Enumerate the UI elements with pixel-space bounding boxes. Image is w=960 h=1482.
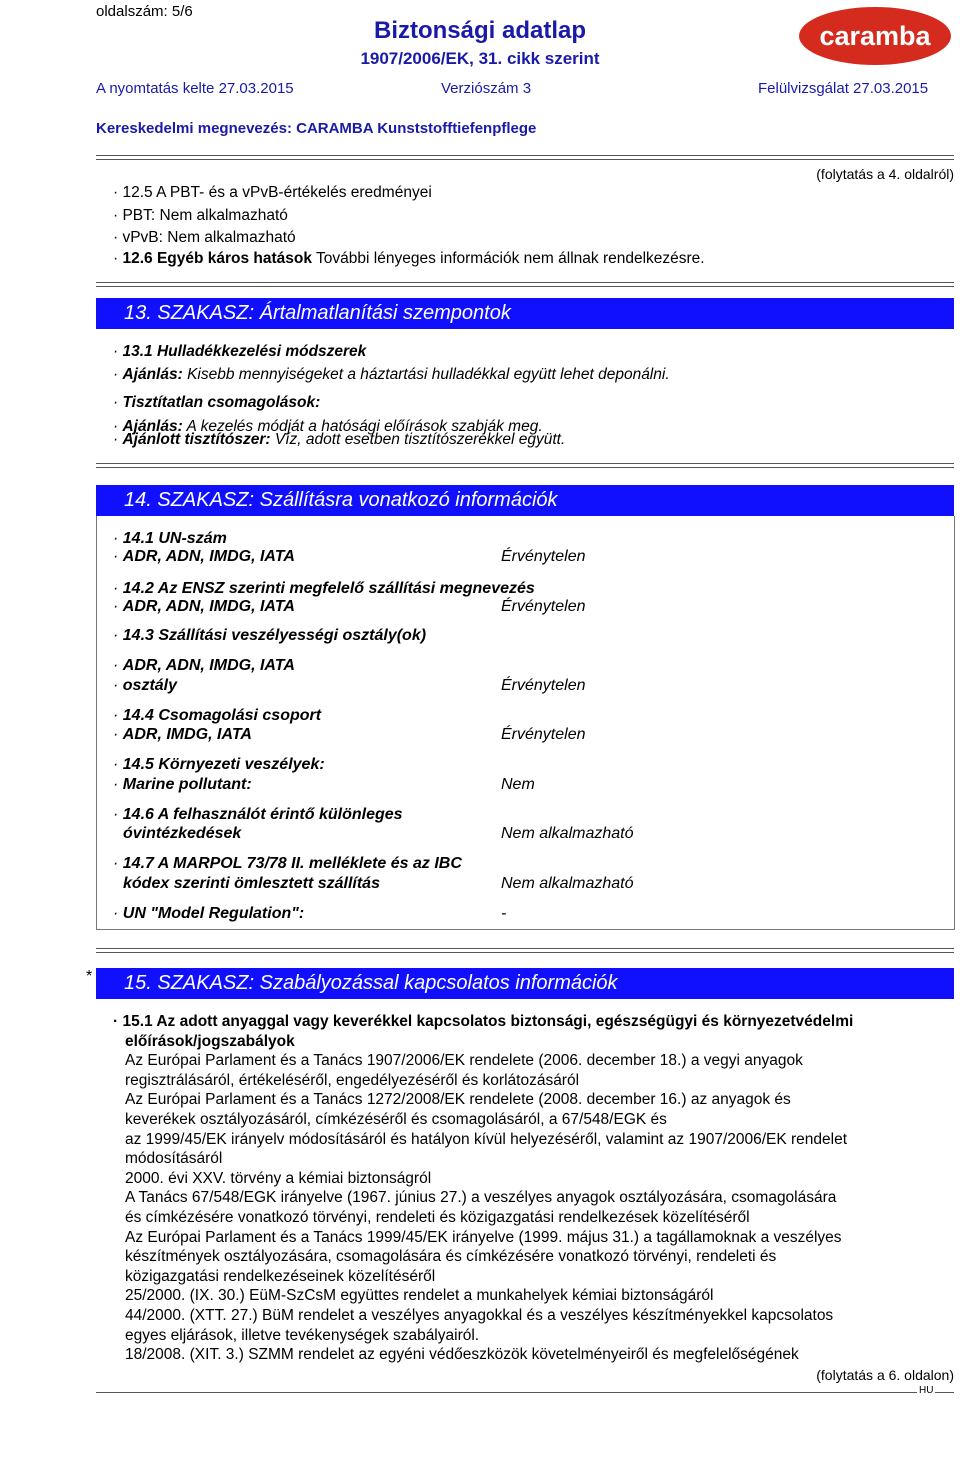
s13-line-4: · Ajánlás: A kezelés módját a hatósági előírások szabják meg. (113, 418, 543, 435)
header-divider (96, 155, 954, 160)
s14-row-4: · ADR, ADN, IMDG, IATA (113, 598, 295, 615)
s14-row-8: · 14.4 Csomagolási csoport (113, 707, 322, 724)
s14-row-11: · Marine pollutant: (113, 776, 252, 793)
s12-line-2: · PBT: Nem alkalmazható (113, 207, 288, 224)
s14-row-13: óvintézkedések (123, 825, 242, 842)
logo-text: caramba (819, 21, 931, 51)
s14-value-7: Érvénytelen (501, 677, 586, 694)
document-subtitle: 1907/2006/EK, 31. cikk szerint (360, 49, 600, 68)
version-number: Verziószám 3 (441, 80, 532, 97)
s13-line-1: · 13.1 Hulladékkezelési módszerek (113, 343, 367, 360)
s13-line-3: · Tisztítatlan csomagolások: (113, 394, 321, 411)
s14-value-2: Érvénytelen (501, 548, 586, 565)
revision-marker: * (86, 968, 93, 985)
s14-value-13: Nem alkalmazható (501, 825, 634, 842)
caramba-logo (798, 6, 952, 66)
s14-row-9: · ADR, IMDG, IATA (113, 726, 252, 743)
continued-from: (folytatás a 4. oldalról) (816, 166, 954, 182)
s15-para-11: készítmények osztályozására, csomagolására és címkézésére vonatkozó törvényi, rendeleti és (125, 1248, 777, 1266)
s15-para-7: 2000. évi XXV. törvény a kémiai biztonságról (125, 1169, 432, 1187)
s14-value-11: Nem (501, 776, 535, 793)
s14-divider (96, 948, 954, 953)
s14-row-3: · 14.2 Az ENSZ szerinti megfelelő szállítási megnevezés (113, 580, 535, 597)
s14-value-4: Érvénytelen (501, 598, 586, 615)
s14-row-14: · 14.7 A MARPOL 73/78 II. melléklete és az IBC (113, 855, 462, 872)
s15-para-16: 18/2008. (XIT. 3.) SZMM rendelet az egyéni védőeszközök követelményeiről és megfelelőségének (125, 1346, 799, 1364)
s15-para-2: regisztrálásáról, értékeléséről, engedélyezéséről és korlátozásáról (125, 1071, 580, 1089)
s15-para-6: módosításáról (125, 1150, 223, 1168)
s15-para-14: 44/2000. (XTT. 27.) BüM rendelet a veszélyes anyagokkal és a veszélyes készítményekkel kapcsolatos (125, 1306, 834, 1324)
page-number: oldalszám: 5/6 (96, 3, 193, 20)
s14-row-1: · 14.1 UN-szám (113, 530, 227, 547)
s15-para-9: és címkézésére vonatkozó törvényi, rendeleti és közigazgatási rendelkezések közelítéséről (125, 1208, 750, 1226)
s13-line-2: · Ajánlás: Kisebb mennyiségeket a háztartási hulladékkal együtt lehet deponálni. (113, 366, 670, 383)
s12-line-4: · 12.6 Egyéb káros hatások További lényeges információk nem állnak rendelkezésre. (113, 250, 705, 267)
s15-para-10: Az Európai Parlament és a Tanács 1999/45/EK irányelve (1999. május 31.) a tagállamoknak a veszélyes (125, 1228, 842, 1246)
revision-date: Felülvizsgálat 27.03.2015 (758, 80, 929, 97)
s15-para-5: az 1999/45/EK irányelv módosításáról és hatályon kívül helyezéséről, valamint az 1907/2006/EK rendelet (125, 1130, 848, 1148)
s14-value-16: - (501, 905, 507, 922)
s14-value-15: Nem alkalmazható (501, 875, 634, 892)
s14-row-15: kódex szerinti ömlesztett szállítás (123, 875, 380, 892)
s14-row-5: · 14.3 Szállítási veszélyességi osztály(ok) (113, 627, 427, 644)
s15-heading-1: · 15.1 Az adott anyaggal vagy keverékkel kapcsolatos biztonsági, egészségügyi és környezetvédelmi (113, 1013, 854, 1030)
s15-para-3: Az Európai Parlament és a Tanács 1272/2008/EK rendelete (2008. december 16.) az anyagok és (125, 1091, 791, 1109)
s15-para-12: közigazgatási rendelkezéseinek közelítéséről (125, 1267, 436, 1285)
s15-para-1: Az Európai Parlament és a Tanács 1907/2006/EK rendelete (2006. december 18.) a vegyi anyagok (125, 1052, 803, 1070)
s13-divider (96, 463, 954, 468)
section-15-header: 15. SZAKASZ: Szabályozással kapcsolatos információk (96, 968, 954, 999)
s14-row-2: · ADR, ADN, IMDG, IATA (113, 548, 295, 565)
section-14-header: 14. SZAKASZ: Szállításra vonatkozó információk (96, 485, 954, 516)
s12-line-3: · vPvB: Nem alkalmazható (113, 229, 296, 246)
s15-para-8: A Tanács 67/548/EGK irányelve (1967. június 27.) a veszélyes anyagok osztályozására, csomagolására (125, 1189, 837, 1207)
s14-row-16: · UN "Model Regulation": (113, 905, 305, 922)
section-13-header: 13. SZAKASZ: Ártalmatlanítási szempontok (96, 298, 954, 329)
footer-divider (96, 1392, 954, 1393)
s13-line-5b: · Ajánlott tisztítószer: Víz, adott esetben tisztítószerekkel együtt. (113, 431, 566, 448)
s14-value-9: Érvénytelen (501, 726, 586, 743)
s14-row-7: · osztály (113, 677, 178, 694)
s15-para-13: 25/2000. (IX. 30.) EüM-SzCsM együttes rendelet a munkahelyek kémiai biztonságáról (125, 1287, 714, 1305)
language-code: HU (919, 1385, 934, 1396)
s15-heading-2: előírások/jogszabályok (125, 1032, 295, 1050)
s14-row-10: · 14.5 Környezeti veszélyek: (113, 756, 325, 773)
s15-para-4: keverékek osztályozásáról, címkézéséről és csomagolásáról, a 67/548/EGK és (125, 1110, 667, 1128)
section-15-body (113, 1012, 955, 1365)
s14-row-6: · ADR, ADN, IMDG, IATA (113, 657, 295, 674)
s15-para-15: egyes eljárások, illetve tevékenységek szabályairól. (125, 1326, 480, 1344)
continued-to: (folytatás a 6. oldalon) (816, 1367, 954, 1383)
s12-line-1: · 12.5 A PBT- és a vPvB-értékelés eredményei (113, 184, 432, 201)
print-date: A nyomtatás kelte 27.03.2015 (96, 80, 294, 97)
s12-divider (96, 282, 954, 287)
s14-row-12: · 14.6 A felhasználót érintő különleges (113, 806, 403, 823)
document-title: Biztonsági adatlap (373, 17, 587, 44)
trade-name: Kereskedelmi megnevezés: CARAMBA Kunststofftiefenpflege (96, 120, 537, 137)
